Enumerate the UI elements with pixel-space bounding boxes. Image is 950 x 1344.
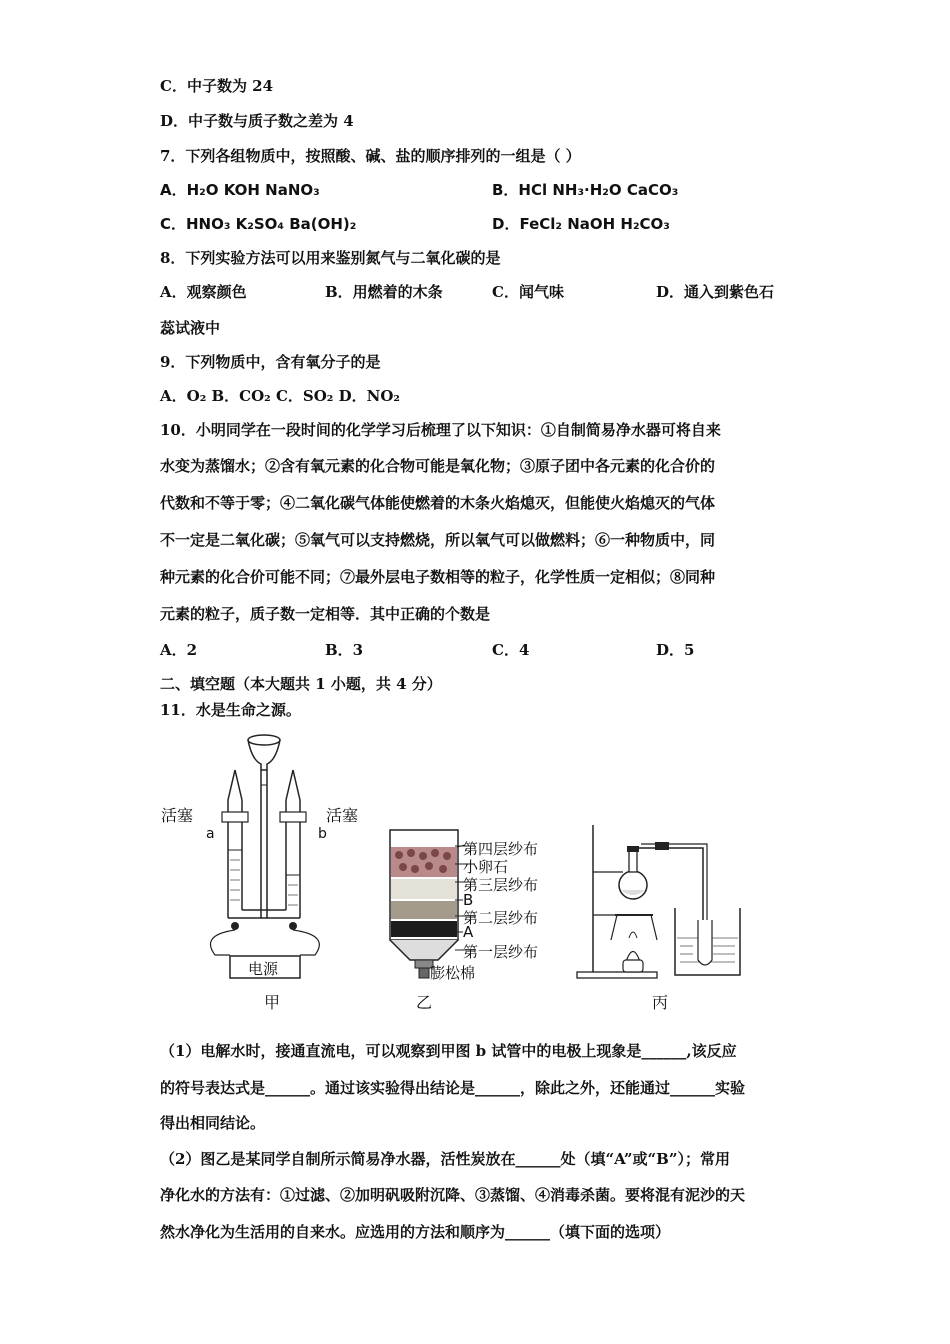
q6-option-c: C．中子数为 24 (160, 77, 274, 95)
q10-option-c: C．4 (492, 641, 530, 659)
layer1-label: 第一层纱布 (463, 943, 539, 961)
q10-line-3: 代数和不等于零；④二氧化碳气体能使燃着的木条火焰熄灭，但能使火焰熄灭的气体 (160, 494, 716, 512)
position-a-label: A (463, 923, 474, 941)
position-b-label: B (463, 891, 474, 909)
pebbles-label: 小卵石 (463, 858, 509, 876)
water-purifier-figure (385, 825, 465, 985)
q9-options: A．O₂ B．CO₂ C．SO₂ D．NO₂ (160, 387, 400, 405)
valve-right-label: 活塞 (326, 806, 359, 825)
q9-stem: 9．下列物质中，含有氧分子的是 (160, 353, 381, 371)
cotton-label: 膨松棉 (430, 964, 476, 982)
q10-line-4: 不一定是二氧化碳；⑤氧气可以支持燃烧，所以氧气可以做燃料；⑥一种物质中，同 (160, 531, 716, 549)
q7-option-c: C．HNO₃ K₂SO₄ Ba(OH)₂ (160, 215, 357, 233)
tube-b-label: b (318, 826, 327, 842)
layer3-label: 第三层纱布 (463, 876, 539, 894)
q11-part1-line-2: 的符号表达式是______。通过该实验得出结论是______，除此之外，还能通过______实验 (160, 1079, 746, 1097)
figure-bing-label: 丙 (652, 993, 669, 1012)
q8-option-a: A．观察颜色 (160, 283, 247, 301)
distillation-apparatus-figure (575, 820, 750, 985)
q10-option-d: D．5 (656, 641, 695, 659)
q10-line-6: 元素的粒子，质子数一定相等．其中正确的个数是 (160, 605, 491, 623)
q10-option-a: A．2 (160, 641, 198, 659)
tube-a-label: a (206, 826, 215, 842)
q11-part2-line-2: 净化水的方法有：①过滤、②加明矾吸附沉降、③蒸馏、④消毒杀菌。要将混有泥沙的天 (160, 1186, 746, 1204)
q11-part1-line-1: （1）电解水时，接通直流电，可以观察到甲图 b 试管中的电极上现象是______,该反应 (160, 1042, 737, 1060)
figure-yi-label: 乙 (416, 993, 433, 1012)
q8-option-d-continued: 蕊试液中 (160, 319, 221, 337)
q7-option-b: B．HCl NH₃·H₂O CaCO₃ (492, 181, 679, 199)
q8-option-b: B．用燃着的木条 (325, 283, 443, 301)
q11-part2-line-1: （2）图乙是某同学自制所示简易净水器，活性炭放在______处（填“A”或“B”）；常用 (160, 1150, 730, 1168)
q6-option-d: D．中子数与质子数之差为 4 (160, 112, 354, 130)
q10-option-b: B．3 (325, 641, 364, 659)
valve-left-label: 活塞 (161, 806, 194, 825)
layer2-label: 第二层纱布 (463, 909, 539, 927)
q11-stem: 11．水是生命之源。 (160, 701, 301, 719)
q11-part2-line-3: 然水净化为生活用的自来水。应选用的方法和顺序为______（填下面的选项） (160, 1223, 671, 1241)
q10-line-2: 水变为蒸馏水；②含有氧元素的化合物可能是氧化物；③原子团中各元素的化合价的 (160, 457, 716, 475)
figure-jia-label: 甲 (264, 993, 281, 1012)
q7-option-d: D．FeCl₂ NaOH H₂CO₃ (492, 215, 670, 233)
q7-stem: 7．下列各组物质中，按照酸、碱、盐的顺序排列的一组是（ ） (160, 147, 581, 165)
q10-line-1: 10．小明同学在一段时间的化学学习后梳理了以下知识：①自制简易净水器可将自来 (160, 421, 721, 439)
section-2-heading: 二、填空题（本大题共 1 小题，共 4 分） (160, 675, 442, 693)
q8-stem: 8．下列实验方法可以用来鉴别氮气与二氧化碳的是 (160, 249, 501, 267)
q11-part1-line-3: 得出相同结论。 (160, 1114, 266, 1132)
power-label: 电源 (248, 960, 279, 978)
q8-option-d: D．通入到紫色石 (656, 283, 775, 301)
q8-option-c: C．闻气味 (492, 283, 564, 301)
layer4-label: 第四层纱布 (463, 840, 539, 858)
q10-line-5: 种元素的化合价可能不同；⑦最外层电子数相等的粒子，化学性质一定相似；⑧同种 (160, 568, 716, 586)
q7-option-a: A．H₂O KOH NaNO₃ (160, 181, 320, 199)
